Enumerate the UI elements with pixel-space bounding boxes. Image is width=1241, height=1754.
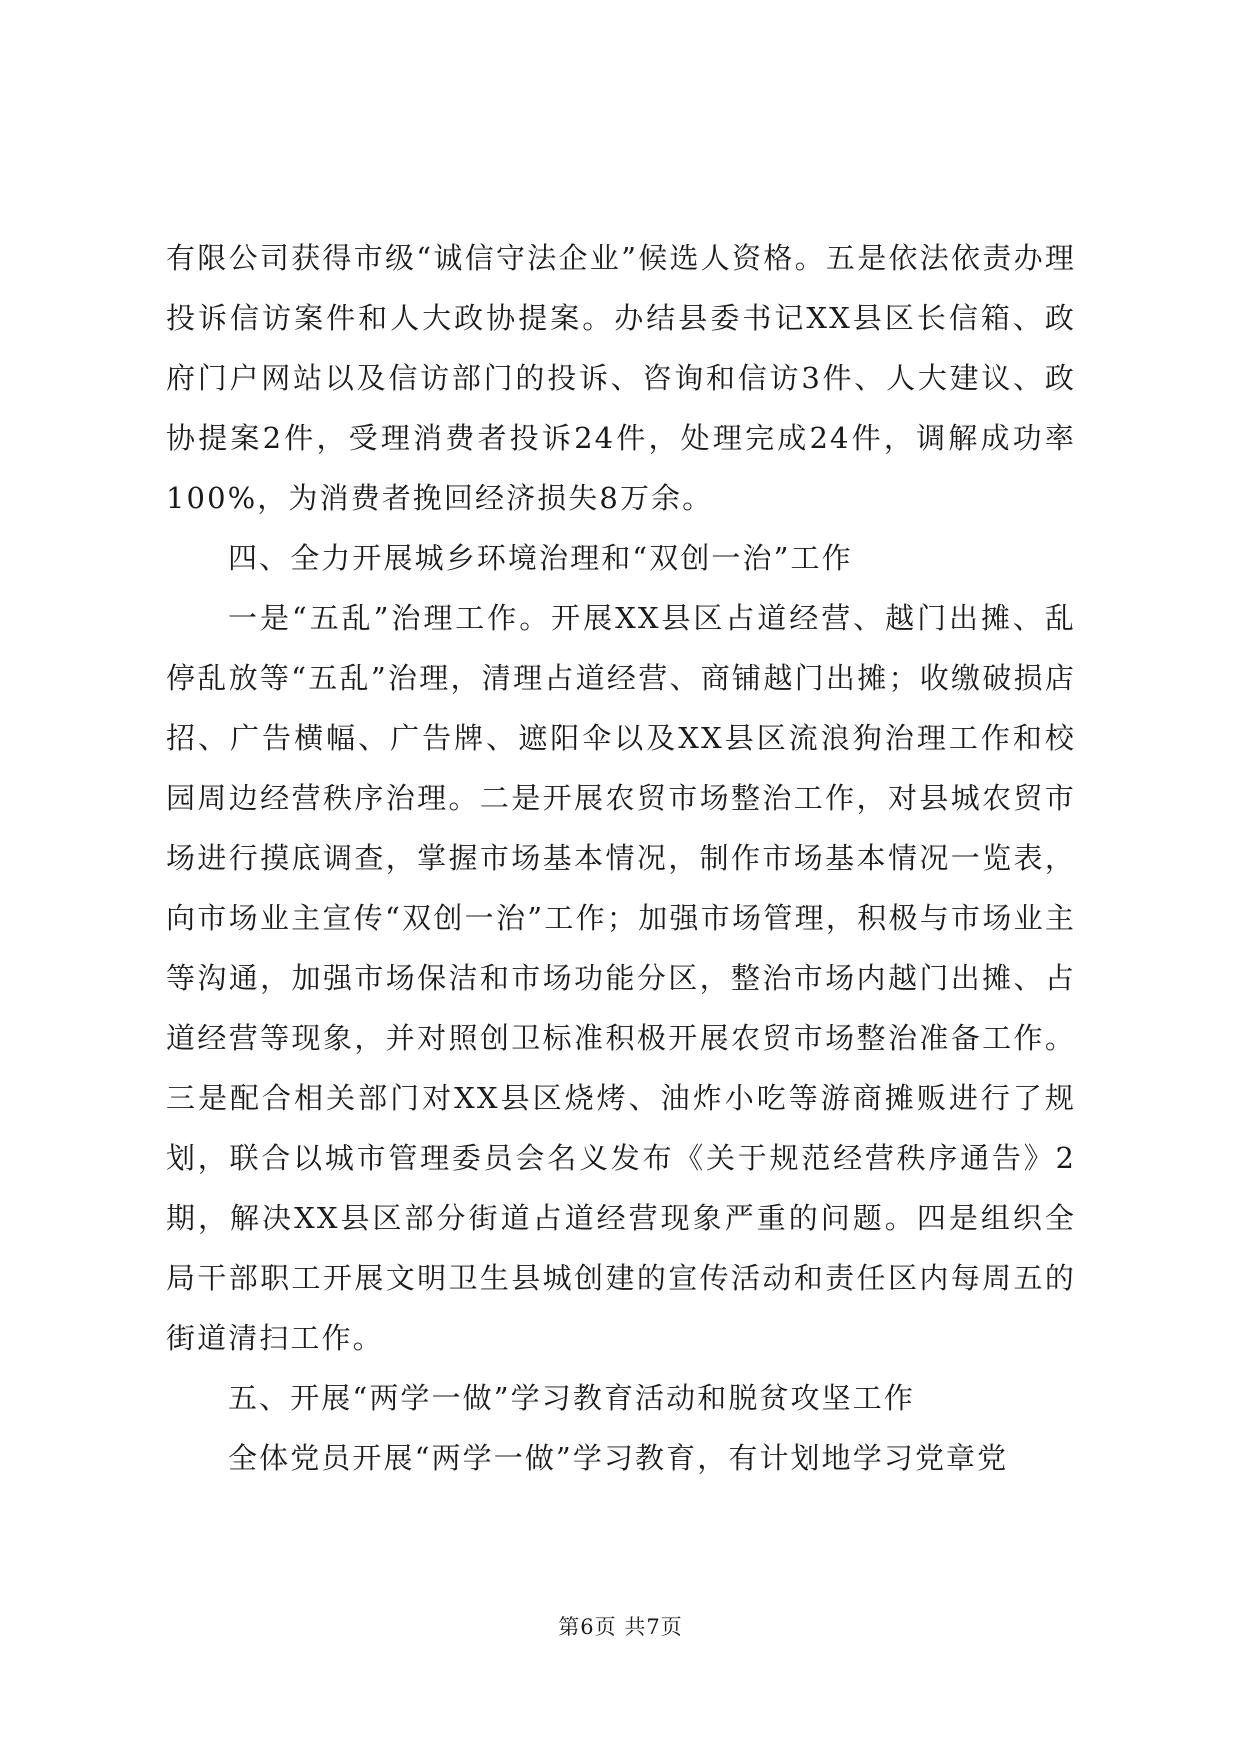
section-heading-5: 五、开展“两学一做”学习教育活动和脱贫攻坚工作 [228,1381,915,1415]
paragraph-complaints-summary: 有限公司获得市级“诚信守法企业”候选人资格。五是依法依责办理投诉信访案件和人大政协提案。办结县委书记XX县区长信箱、政府门户网站以及信访部门的投诉、咨询和信访3件、人大建议、政协提案2件，受理消费者投诉24件，处理完成24件，调解成功率100%，为消费者挽回经济损失8万余。 [166,241,1076,515]
paragraph-environment-governance: 一是“五乱”治理工作。开展XX县区占道经营、越门出摊、乱停乱放等“五乱”治理，清理占道经营、商铺越门出摊；收缴破损店招、广告横幅、广告牌、遮阳伞以及XX县区流浪狗治理工作和校园周边经营秩序治理。二是开展农贸市场整治工作，对县城农贸市场进行摸底调查，掌握市场基本情况，制作市场基本情况一览表，向市场业主宣传“双创一治”工作；加强市场管理，积极与市场业主等沟通，加强市场保洁和市场功能分区，整治市场内越门出摊、占道经营等现象，并对照创卫标准积极开展农贸市场整治准备工作。三是配合相关部门对XX县区烧烤、油炸小吃等游商摊贩进行了规划，联合以城市管理委员会名义发布《关于规范经营秩序通告》2期，解决XX县区部分街道占道经营现象严重的问题。四是组织全局干部职工开展文明卫生县城创建的宣传活动和责任区内每周五的街道清扫工作。 [166,601,1076,1355]
page-number-footer: 第6页 共7页 [558,1615,683,1639]
paragraph-party-education: 全体党员开展“两学一做”学习教育，有计划地学习党章党 [228,1441,1009,1475]
document-body [166,228,1076,1488]
section-heading-4: 四、全力开展城乡环境治理和“双创一治”工作 [228,541,853,575]
